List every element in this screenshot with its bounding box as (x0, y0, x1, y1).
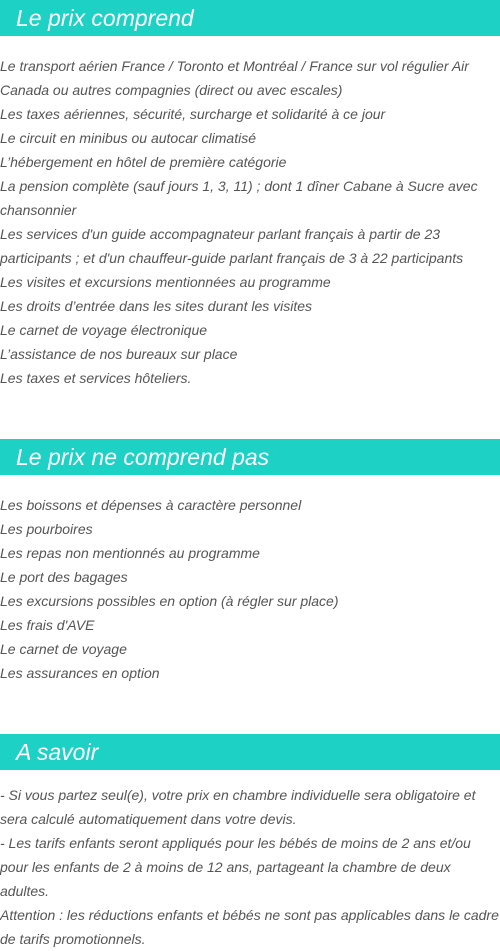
excluded-header (0, 439, 500, 475)
list-item: Les taxes aériennes, sécurité, surcharge et solidarité à ce jour (0, 106, 386, 122)
list-item: Les excursions possibles en option (à régler sur place) (0, 593, 339, 609)
list-item: L’hébergement en hôtel de première catégorie (0, 154, 287, 170)
info-paragraph: Attention : les réductions enfants et bébés ne sont pas applicables dans le cadre de tarifs promotionnels. (0, 907, 499, 947)
list-item: Le transport aérien France / Toronto et Montréal / France sur vol régulier Air Canada ou autres compagnies (direct ou avec escales) (0, 58, 469, 98)
list-item: Le circuit en minibus ou autocar climatisé (0, 130, 257, 146)
list-item: Le port des bagages (0, 569, 128, 585)
info-paragraph: - Si vous partez seul(e), votre prix en chambre individuelle sera obligatoire et sera calculé automatiquement dans votre devis. (0, 787, 476, 827)
list-item: Les boissons et dépenses à caractère personnel (0, 497, 302, 513)
list-item: Les taxes et services hôteliers. (0, 370, 192, 386)
included-header (0, 0, 500, 36)
excluded-list (0, 493, 500, 685)
included-title: Le prix comprend (16, 5, 194, 31)
list-item: Les assurances en option (0, 665, 160, 681)
list-item: Les repas non mentionnés au programme (0, 545, 260, 561)
list-item: Le carnet de voyage électronique (0, 322, 208, 338)
info-title: A savoir (16, 739, 99, 765)
info-header (0, 734, 500, 770)
list-item: Les droits d’entrée dans les sites durant les visites (0, 298, 313, 314)
excluded-title: Le prix ne comprend pas (16, 444, 270, 470)
info-paragraph: - Les tarifs enfants seront appliqués pour les bébés de moins de 2 ans et/ou pour les enfants de 2 à moins de 12 ans, partageant la chambre de deux adultes. (0, 835, 471, 899)
list-item: La pension complète (sauf jours 1, 3, 11) ; dont 1 dîner Cabane à Sucre avec chansonnier (0, 178, 478, 218)
included-list (0, 54, 500, 390)
list-item: Les pourboires (0, 521, 93, 537)
list-item: Les services d'un guide accompagnateur parlant français à partir de 23 participants ; et d'un chauffeur-guide parlant français de 3 à 22 participants (0, 226, 464, 266)
info-notes (0, 783, 500, 951)
list-item: Les visites et excursions mentionnées au programme (0, 274, 331, 290)
list-item: Les frais d'AVE (0, 617, 95, 633)
list-item: Le carnet de voyage (0, 641, 127, 657)
list-item: L’assistance de nos bureaux sur place (0, 346, 238, 362)
